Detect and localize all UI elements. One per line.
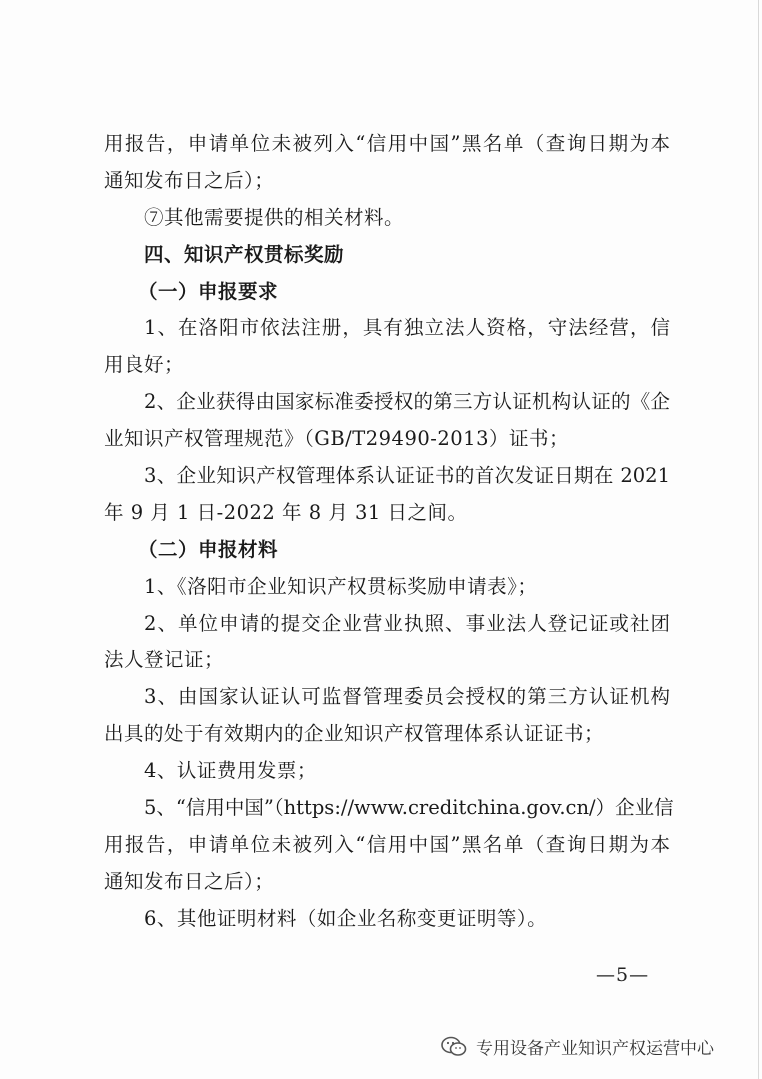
paragraph-line: 5、“信用中国”（https://www.creditchina.gov.cn/）企业信 [144,796,674,820]
paragraph-line: 通知发布日之后）； [104,168,275,192]
paragraph-line: 4、认证费用发票； [144,759,317,783]
page-number: —5— [596,964,650,986]
paragraph-line: ⑦其他需要提供的相关材料。 [144,205,405,229]
watermark [440,1034,714,1059]
paragraph-line: 2、企业获得由国家标准委授权的第三方认证机构认证的《企 [144,390,670,414]
wechat-icon [440,1035,468,1059]
paragraph-line: 法人登记证； [104,648,225,672]
paragraph-line: 年 9 月 1 日-2022 年 8 月 31 日之间。 [104,500,468,524]
subsection-heading: （二）申报材料 [138,537,279,561]
paragraph-line: 1、在洛阳市依法注册，具有独立法人资格，守法经营，信 [144,316,670,340]
paragraph-line: 用报告，申请单位未被列入“信用中国”黑名单（查询日期为本 [104,832,670,856]
paragraph-line: 业知识产权管理规范》（GB/T29490-2013）证书； [104,427,569,451]
paragraph-line: 6、其他证明材料（如企业名称变更证明等）。 [144,906,548,930]
paragraph-line: 通知发布日之后）； [104,869,275,893]
paragraph-line: 3、由国家认证认可监督管理委员会授权的第三方认证机构 [144,685,670,709]
paragraph-line: 2、单位申请的提交企业营业执照、事业法人登记证或社团 [144,611,670,635]
paragraph-line: 1、《洛阳市企业知识产权贯标奖励申请表》； [144,574,538,598]
paragraph-line: 3、企业知识产权管理体系认证证书的首次发证日期在 2021 [144,464,670,488]
paragraph-line: 出具的处于有效期内的企业知识产权管理体系认证证书； [104,722,605,746]
paragraph-line: 用良好； [104,353,185,377]
section-heading: 四、知识产权贯标奖励 [144,242,345,266]
paragraph-line: 用报告，申请单位未被列入“信用中国”黑名单（查询日期为本 [104,132,670,155]
document-body [104,126,674,938]
watermark-text: 专用设备产业知识产权运营中心 [476,1039,714,1059]
page-edge [758,0,759,1079]
subsection-heading: （一）申报要求 [138,279,279,303]
